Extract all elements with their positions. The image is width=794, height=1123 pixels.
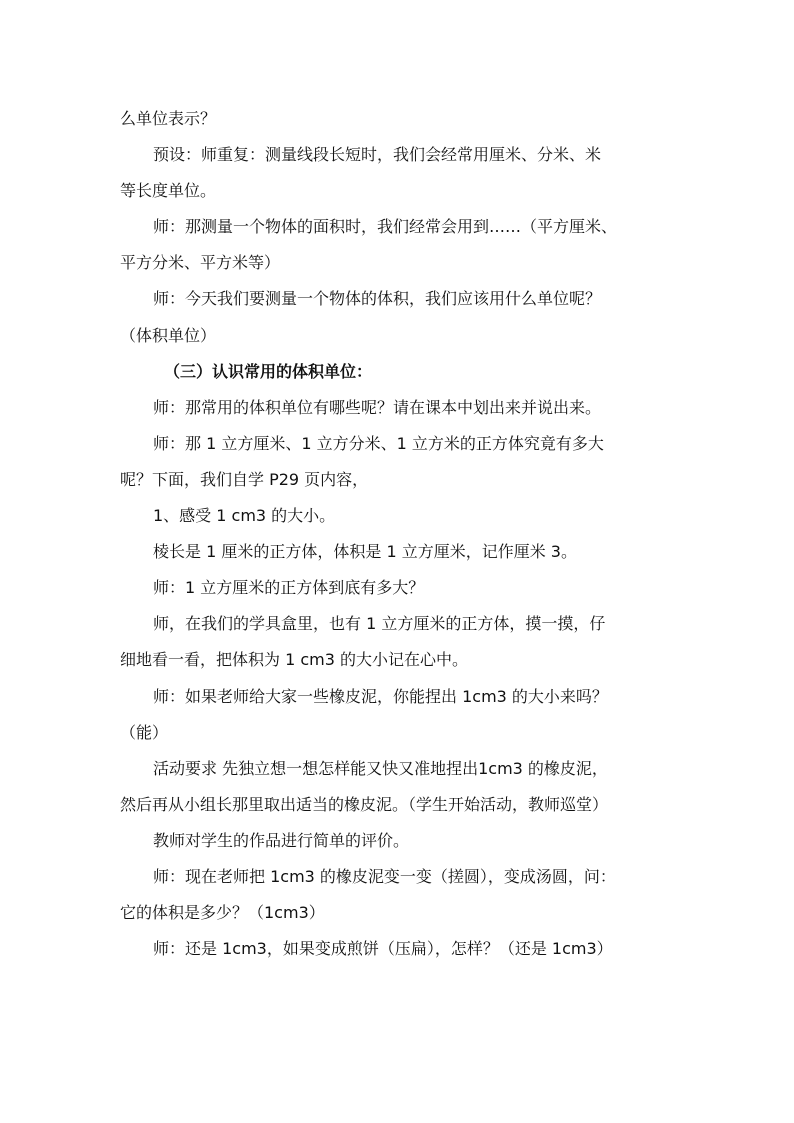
text-line: 它的体积是多少？（1cm3） <box>120 903 325 923</box>
text-line: 细地看一看，把体积为 1 cm3 的大小记在心中。 <box>120 650 469 670</box>
text-line: （体积单位） <box>120 325 217 345</box>
text-line: 然后再从小组长那里取出适当的橡皮泥。（学生开始活动，教师巡堂） <box>120 794 609 814</box>
text-line: 平方分米、平方米等） <box>120 253 281 273</box>
section-heading: （三）认识常用的体积单位： <box>164 361 373 381</box>
text-line: 师：那 1 立方厘米、1 立方分米、1 立方米的正方体究竟有多大 <box>153 433 604 453</box>
text-line: 师，在我们的学具盒里，也有 1 立方厘米的正方体，摸一摸，仔 <box>153 614 606 634</box>
text-line: 师：还是 1cm3，如果变成煎饼（压扁），怎样？（还是 1cm3） <box>153 939 613 959</box>
text-line: 师：如果老师给大家一些橡皮泥，你能捏出 1cm3 的大小来吗？ <box>153 686 608 706</box>
text-line: 师：1 立方厘米的正方体到底有多大？ <box>153 578 425 598</box>
text-line: 呢？下面，我们自学 P29 页内容， <box>120 469 369 489</box>
text-line: 教师对学生的作品进行简单的评价。 <box>153 830 410 850</box>
text-line: 师：今天我们要测量一个物体的体积，我们应该用什么单位呢？ <box>153 289 602 309</box>
text-line: 等长度单位。 <box>120 181 217 201</box>
text-line: 1、感受 1 cm3 的大小。 <box>153 506 336 526</box>
text-line: 活动要求 先独立想一想怎样能又快又准地捏出1cm3 的橡皮泥， <box>153 758 608 778</box>
text-line: 预设：师重复：测量线段长短时，我们会经常用厘米、分米、米 <box>153 145 602 165</box>
text-line: 么单位表示？ <box>120 109 217 128</box>
text-line: 师：那常用的体积单位有哪些呢？请在课本中划出来并说出来。 <box>153 397 602 417</box>
document-body <box>120 101 680 967</box>
text-line: （能） <box>120 722 169 742</box>
text-line: 棱长是 1 厘米的正方体，体积是 1 立方厘米，记作厘米 3。 <box>153 542 577 562</box>
text-line: 师：现在老师把 1cm3 的橡皮泥变一变（搓圆），变成汤圆，问： <box>153 866 616 886</box>
text-line: 师：那测量一个物体的面积时，我们经常会用到……（平方厘米、 <box>153 217 618 237</box>
